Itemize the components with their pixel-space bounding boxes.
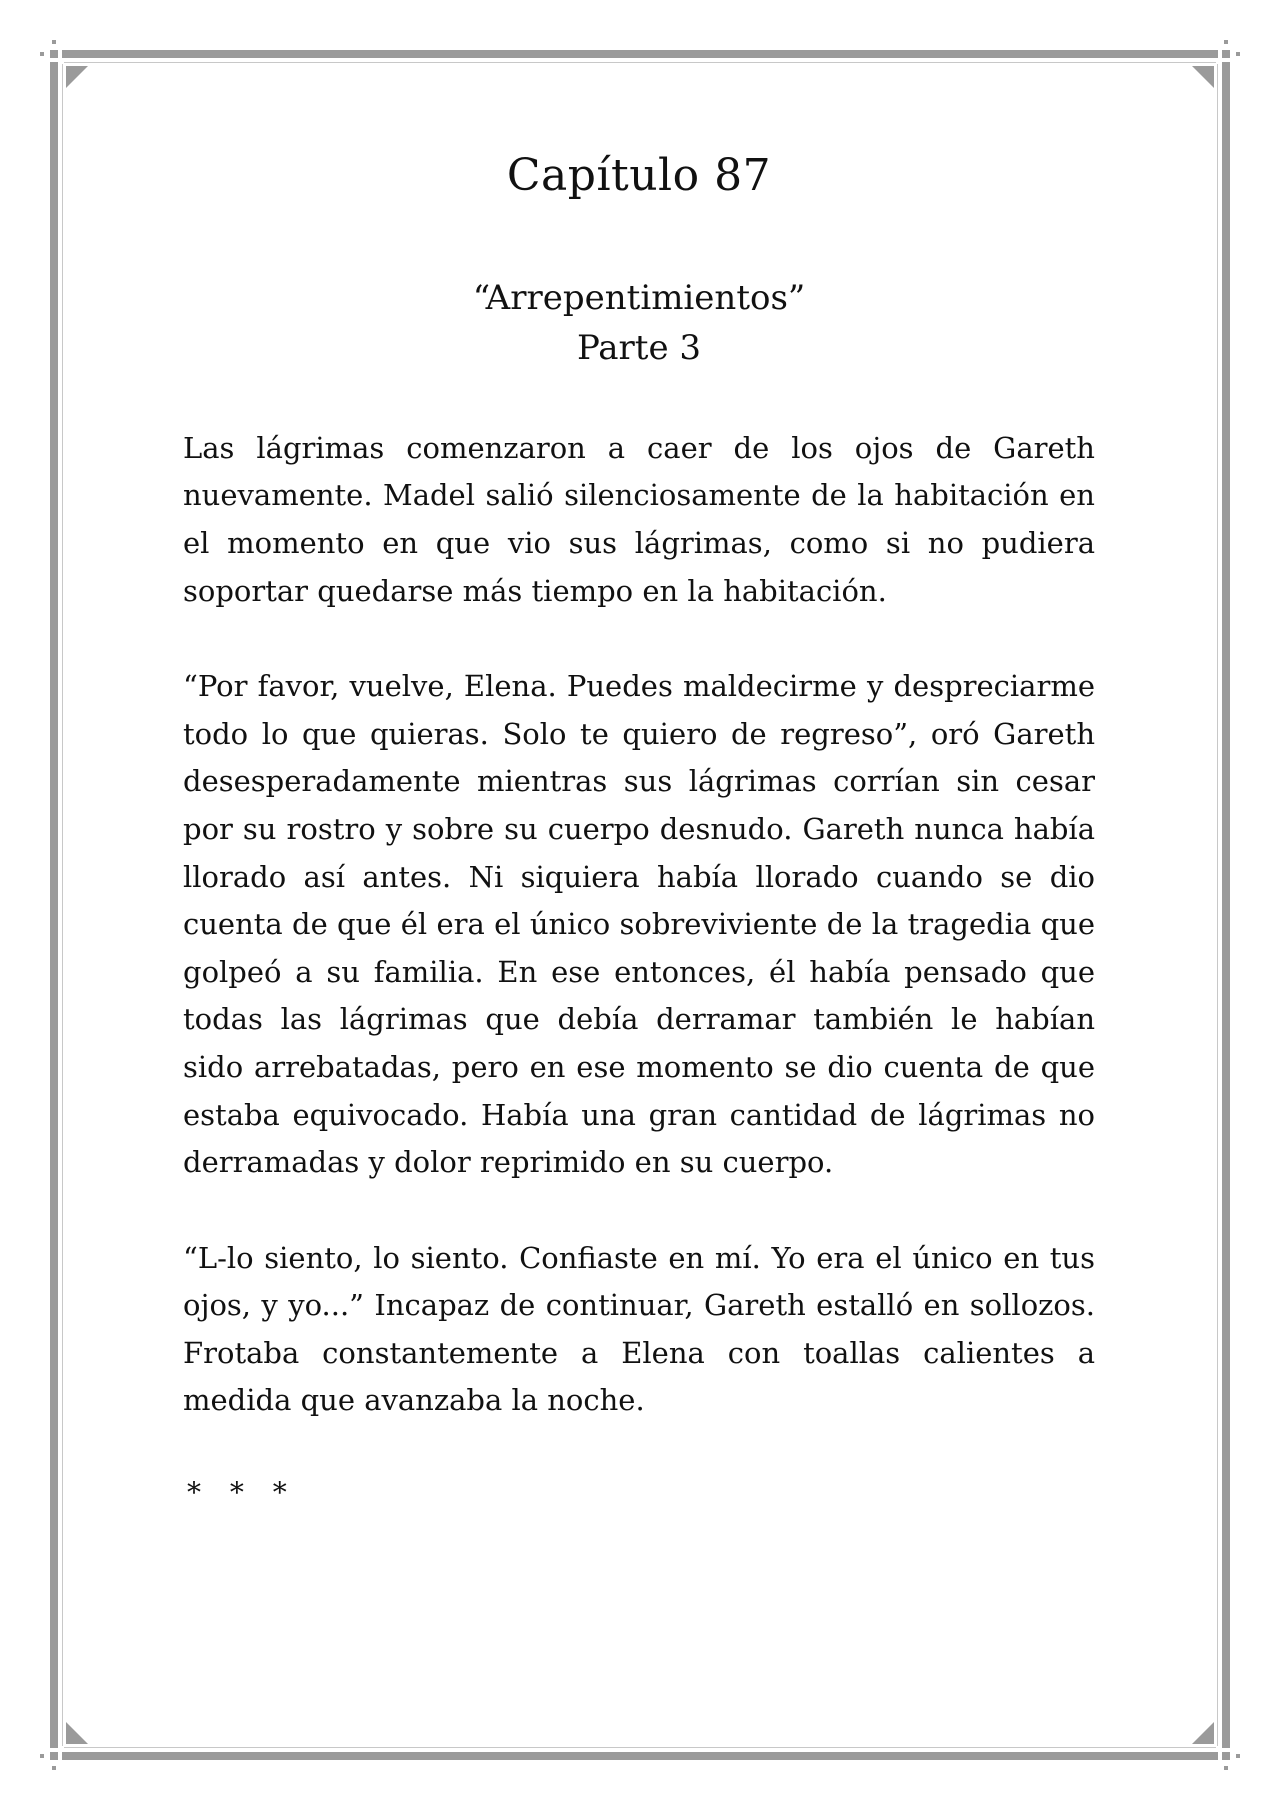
frame-inner-top (64, 62, 1216, 63)
frame-border-right (1222, 62, 1230, 1748)
corner-triangle-tr (1192, 66, 1214, 88)
chapter-subtitle: “Arrepentimientos” (472, 277, 806, 318)
corner-square-bl (50, 1752, 58, 1760)
corner-square-tl (50, 50, 58, 58)
page-content (183, 150, 1095, 1513)
frame-border-left (50, 62, 58, 1748)
chapter-part: Parte 3 (576, 327, 702, 368)
corner-triangle-bl (66, 1722, 88, 1744)
paragraph-2: “Por favor, vuelve, Elena. Puedes maldecirme y despreciarme todo lo que quieras. Solo te quiero de regreso”, oró Gareth desesperadamente mientras sus lágrimas corrían sin cesar por su rostro y sobre su cuerpo desnudo. Gareth nunca había llorado así antes. Ni siquiera había llorado cuando se dio cuenta de que él era el único sobreviviente de la tragedia que golpeó a su familia. En ese entonces, él había pensado que todas las lágrimas que debía derramar también le habían sido arrebatadas, pero en ese momento se dio cuenta de que estaba equivocado. Había una gran cantidad de lágrimas no derramadas y dolor reprimido en su cuerpo. (183, 669, 1095, 1180)
corner-dot-tr-top (1224, 40, 1228, 44)
frame-border-bottom (62, 1752, 1218, 1760)
corner-triangle-br (1192, 1722, 1214, 1744)
corner-dot-br-bottom (1224, 1766, 1228, 1770)
chapter-subtitle-block (183, 273, 1095, 373)
corner-dot-bl-bottom (52, 1766, 56, 1770)
corner-square-br (1222, 1752, 1230, 1760)
paragraph-3: “L-lo siento, lo siento. Confiaste en mí. Yo era el único en tus ojos, y yo...” Incapaz de continuar, Gareth estalló en sollozos. Frotaba constantemente a Elena con toallas calientes a medida que avanzaba la noche. (183, 1240, 1095, 1418)
corner-square-tr (1222, 50, 1230, 58)
corner-dot-tr-right (1236, 52, 1240, 56)
chapter-title: Capítulo 87 (506, 150, 772, 201)
paragraph-1: Las lágrimas comenzaron a caer de los ojos de Gareth nuevamente. Madel salió silenciosamente de la habitación en el momento en que vio sus lágrimas, como si no pudiera soportar quedarse más tiempo en la habitación. (183, 430, 1095, 608)
frame-inner-bottom (64, 1747, 1216, 1748)
frame-border-top (62, 50, 1218, 58)
corner-dot-br-right (1236, 1754, 1240, 1758)
corner-triangle-tl (66, 66, 88, 88)
scene-separator: * * * (187, 1476, 297, 1510)
frame-inner-left (62, 64, 63, 1746)
frame-inner-right (1217, 64, 1218, 1746)
corner-dot-bl-left (40, 1754, 44, 1758)
corner-dot-tl-left (40, 52, 44, 56)
corner-dot-tl-top (52, 40, 56, 44)
